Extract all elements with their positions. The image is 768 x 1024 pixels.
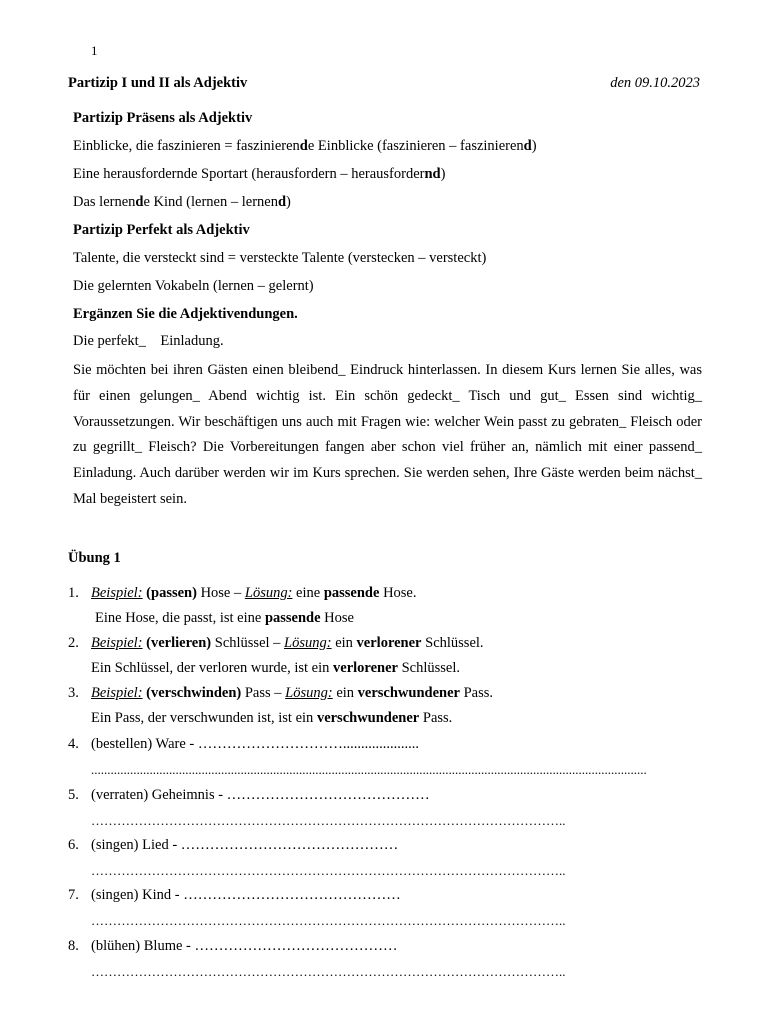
- item-number: 1.: [68, 585, 79, 601]
- page-number: 1: [91, 43, 98, 58]
- answer-line-8[interactable]: ………………………………………………………………………………………………..: [91, 964, 566, 979]
- answer-line-6[interactable]: ………………………………………………………………………………………………..: [91, 863, 566, 878]
- section1-line3: Das lernende Kind (lernen – lernend): [73, 194, 291, 210]
- example-1-sentence: Eine Hose, die passt, ist eine passende Hose: [95, 610, 354, 626]
- section2-line2: Die gelernten Vokabeln (lernen – gelernt): [73, 278, 314, 294]
- section1-heading: Partizip Präsens als Adjektiv: [73, 110, 253, 126]
- example-1-line: Beispiel: (passen) Hose – Lösung: eine passende Hose.: [91, 585, 417, 601]
- item-number: 6.: [68, 837, 79, 853]
- answer-line-5[interactable]: ………………………………………………………………………………………………..: [91, 813, 566, 828]
- exercise-heading: Übung 1: [68, 550, 121, 566]
- item-number: 3.: [68, 685, 79, 701]
- example-2-line: Beispiel: (verlieren) Schlüssel – Lösung: ein verlorener Schlüssel.: [91, 635, 484, 651]
- item-number: 7.: [68, 887, 79, 903]
- item-number: 5.: [68, 787, 79, 803]
- document-date: den 09.10.2023: [610, 75, 700, 91]
- section2-line1: Talente, die versteckt sind = versteckte Talente (verstecken – versteckt): [73, 250, 487, 266]
- task-paragraph: Sie möchten bei ihren Gästen einen bleibend_ Eindruck hinterlassen. In diesem Kurs lernen Sie alles, was für einen gelungen_ Abend wichtig ist. Ein schön gedeckt_ Tisch und gut_ Essen sind wichtig_ Voraussetzungen. Wir beschäftigen uns auch mit Fragen wie: welcher Wein passt zu gebraten_ Fleisch oder zu gegrillt_ Fleisch? Die Vorbereitungen fangen aber schon viel früher an, nämlich mit einer passend_ Einladung. Auch darüber werden wir im Kurs sprechen. Sie werden sehen, Ihre Gäste werden beim nächst_ Mal begeistert sein.: [73, 362, 702, 507]
- example-3-sentence: Ein Pass, der verschwunden ist, ist ein verschwundener Pass.: [91, 710, 453, 726]
- example-3-line: Beispiel: (verschwinden) Pass – Lösung: ein verschwundener Pass.: [91, 685, 494, 701]
- task-heading: Ergänzen Sie die Adjektivendungen.: [73, 306, 298, 322]
- item-number: 8.: [68, 938, 79, 954]
- item-number: 4.: [68, 736, 79, 752]
- answer-line-4[interactable]: ...........................................................................................................................................................................: [91, 762, 647, 777]
- section2-heading: Partizip Perfekt als Adjektiv: [73, 222, 250, 238]
- exercise-item-6: (singen) Lied - ………………………………………: [91, 837, 399, 853]
- task-title-line: Die perfekt_ Einladung.: [73, 333, 224, 349]
- document-title: Partizip I und II als Adjektiv: [68, 75, 248, 91]
- exercise-item-8: (blühen) Blume - ……………………………………: [91, 938, 398, 954]
- section1-line1: Einblicke, die faszinieren = faszinierende Einblicke (faszinieren – faszinierend): [73, 138, 537, 154]
- exercise-item-4: (bestellen) Ware - ………………………….....................: [91, 736, 419, 752]
- answer-line-7[interactable]: ………………………………………………………………………………………………..: [91, 913, 566, 928]
- item-number: 2.: [68, 635, 79, 651]
- section1-line2: Eine herausfordernde Sportart (herausfordern – herausfordernd): [73, 166, 446, 182]
- exercise-item-7: (singen) Kind - ………………………………………: [91, 887, 401, 903]
- example-2-sentence: Ein Schlüssel, der verloren wurde, ist ein verlorener Schlüssel.: [91, 660, 460, 676]
- document-header: [68, 75, 700, 92]
- exercise-item-5: (verraten) Geheimnis - ……………………………………: [91, 787, 430, 803]
